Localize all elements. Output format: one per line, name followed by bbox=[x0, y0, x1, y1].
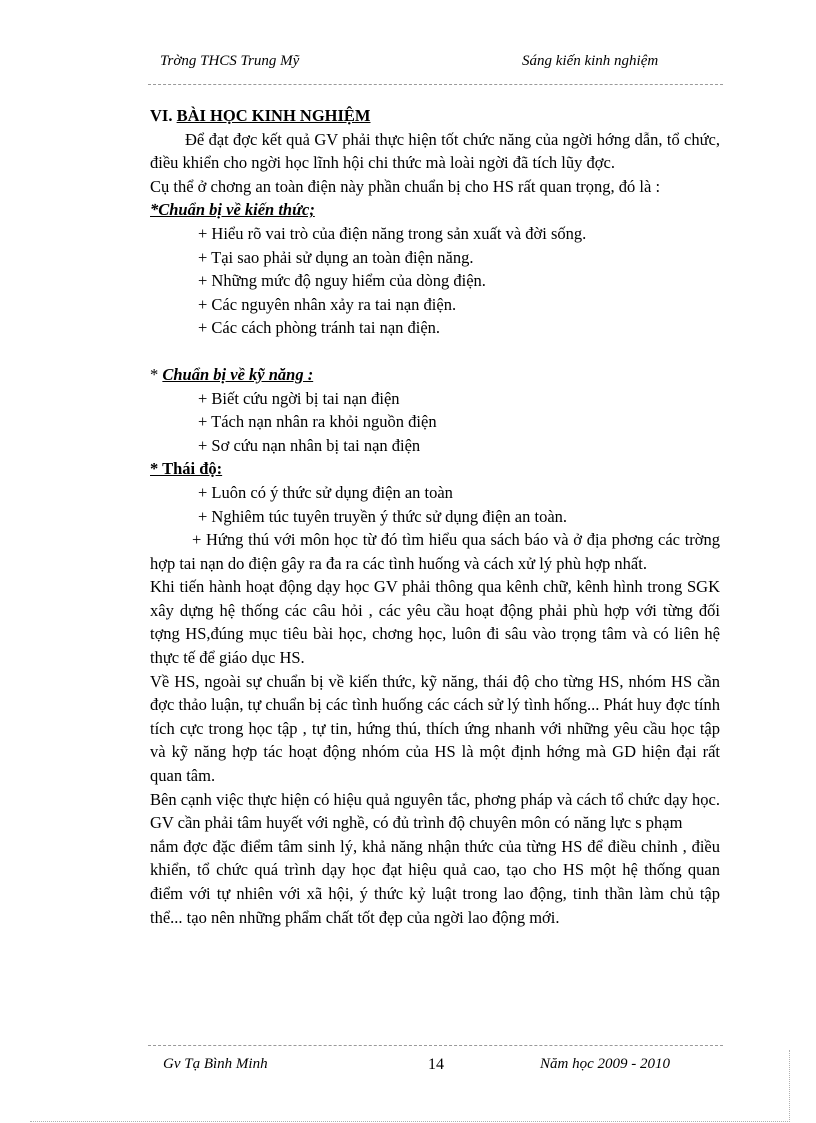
skills-item: + Tách nạn nhân ra khỏi nguồn điện bbox=[198, 412, 437, 432]
section-heading bbox=[150, 104, 720, 128]
attitude-item-long: + Hứng thú với môn học từ đó tìm hiểu qua sách báo và ở địa phơng các trờng hợp tai nạn do điện gây ra đa ra các tình huống và cách xử lý phù hợp nhất. bbox=[150, 530, 720, 573]
context-paragraph: Cụ thể ở chơng an toàn điện này phần chuẩn bị cho HS rất quan trọng, đó là : bbox=[150, 176, 661, 196]
attitude-item: + Luôn có ý thức sử dụng điện an toàn bbox=[198, 482, 453, 502]
page-number: 14 bbox=[428, 1056, 444, 1073]
footer-year: Năm học 2009 - 2010 bbox=[540, 1056, 670, 1072]
knowledge-item: + Những mức độ nguy hiểm của dòng điện. bbox=[198, 271, 486, 291]
student-paragraph: Về HS, ngoài sự chuẩn bị về kiến thức, kỹ năng, thái độ cho từng HS, nhóm HS cần đợc thảo luận, tự chuẩn bị các tình huống các cách sử lý tình hống... Phát huy đợc tính tích cực trong học tập , tự tin, hứng thú, thích ứng nhanh với những yêu cầu học tập và kỹ năng hợp tác hoạt động nhóm của HS là một định hớng mà GD hiện đại rất quan tâm. bbox=[150, 671, 720, 786]
knowledge-item: + Các nguyên nhân xảy ra tai nạn điện. bbox=[198, 294, 457, 314]
footer-author: Gv Tạ Bình Minh bbox=[163, 1056, 268, 1072]
header-title: Sáng kiến kinh nghiệm bbox=[522, 53, 659, 69]
knowledge-item: + Hiểu rõ vai trò của điện năng trong sản xuất và đời sống. bbox=[198, 223, 587, 243]
intro-paragraph: Để đạt đợc kết quả GV phải thực hiện tốt chức năng của ngời hớng dẫn, tổ chức, điều khiển cho ngời học lĩnh hội chi thức mà loài ngời đã tích lũy đợc. bbox=[150, 129, 720, 173]
spacer bbox=[150, 340, 720, 363]
skills-item: + Biết cứu ngời bị tai nạn điện bbox=[198, 388, 400, 408]
skills-item: + Sơ cứu nạn nhân bị tai nạn điện bbox=[198, 435, 421, 455]
footer-divider bbox=[148, 1045, 723, 1046]
section-title: BÀI HỌC KINH NGHIỆM bbox=[176, 106, 371, 125]
section-number: VI. bbox=[150, 106, 177, 125]
knowledge-item: + Các cách phòng tránh tai nạn điện. bbox=[198, 318, 441, 338]
page-bottom-edge bbox=[30, 1121, 790, 1122]
skills-heading-line bbox=[150, 363, 720, 387]
conclusion-paragraph: nắm đợc đặc điểm tâm sinh lý, khả năng nhận thức của từng HS để điều chỉnh , điều khiển, tổ chức quá trình dạy học đạt hiệu quả cao, tạo cho HS một hệ thống quan điểm với tự nhiên với xã hội, ý thức kỷ luật trong lao động, tinh thần làm chủ tập thể... tạo nên những phẩm chất tốt đẹp của ngời lao động mới. bbox=[150, 836, 720, 927]
attitude-heading: * Thái độ: bbox=[150, 459, 223, 479]
attitude-item: + Nghiêm túc tuyên truyền ý thức sử dụng điện an toàn. bbox=[198, 506, 568, 526]
teaching-paragraph: Khi tiến hành hoạt động dạy học GV phải thông qua kênh chữ, kênh hình trong SGK xây dựng hệ thống các câu hỏi , các yêu cầu hoạt động phải phù hợp với từng đối tợng HS,đúng mục tiêu bài học, chơng học, luôn đi sâu vào trọng tâm và có liên hệ thực tế để giáo dục HS. bbox=[150, 577, 720, 668]
header-divider bbox=[148, 84, 723, 85]
principles-paragraph: Bên cạnh việc thực hiện có hiệu quả nguyên tắc, phơng pháp và cách tổ chức dạy học. GV cần phải tâm huyết với nghề, có đủ trình độ chuyên môn có năng lực s phạm bbox=[150, 789, 720, 833]
knowledge-item: + Tại sao phải sử dụng an toàn điện năng. bbox=[198, 247, 474, 267]
skills-star: * bbox=[150, 364, 163, 384]
header-school: Trờng THCS Trung Mỹ bbox=[160, 53, 300, 69]
knowledge-heading: *Chuẩn bị về kiến thức; bbox=[150, 200, 315, 220]
page-side-edge bbox=[789, 1050, 790, 1122]
skills-heading: Chuẩn bị về kỹ năng : bbox=[162, 364, 314, 384]
document-body bbox=[150, 104, 720, 929]
